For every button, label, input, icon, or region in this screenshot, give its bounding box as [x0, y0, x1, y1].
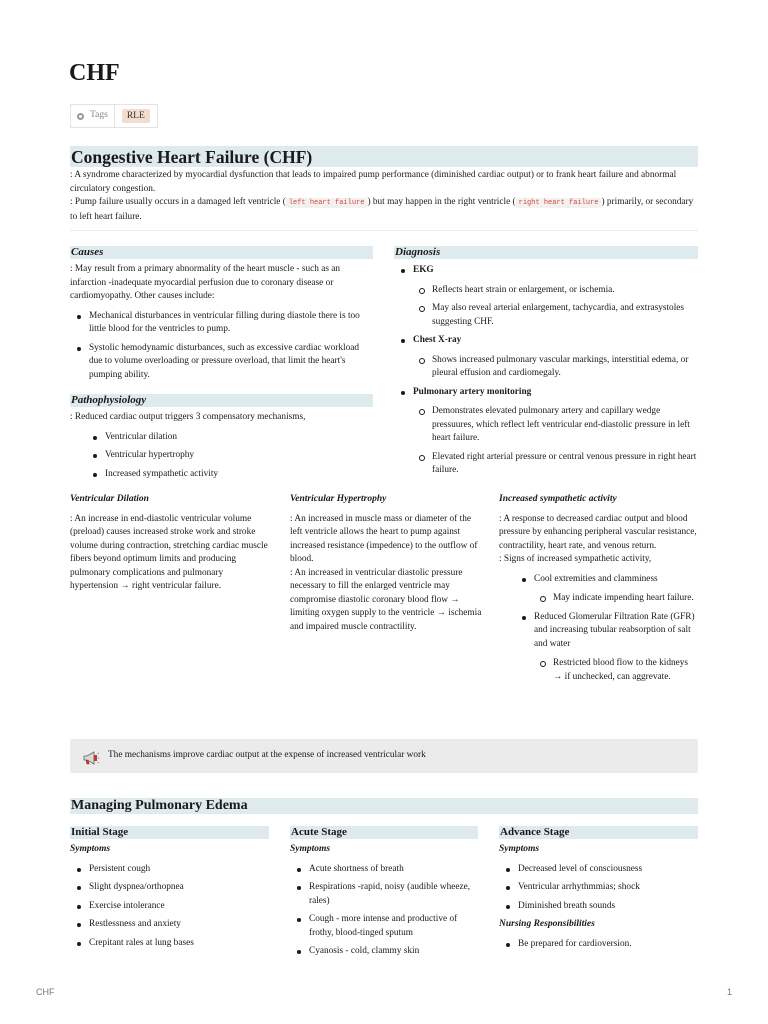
list-item: Ventricular arrhythmmias; shock [499, 881, 698, 895]
advance-symptoms-list [499, 863, 698, 914]
list-item: Be prepared for cardioversion. [499, 938, 698, 952]
list-item: Acute shortness of breath [290, 863, 480, 877]
advance-stage-content [499, 843, 698, 956]
tag-chip-rle[interactable]: RLE [122, 109, 150, 123]
list-item: Diminished breath sounds [499, 900, 698, 914]
list-item: Crepitant rales at lung bases [70, 937, 269, 951]
list-item: Exercise intolerance [70, 900, 269, 914]
sign-item [515, 573, 699, 606]
diagnosis-list [394, 264, 698, 478]
diagnosis-sublist [413, 405, 698, 478]
initial-symptoms-list [70, 863, 269, 951]
causes-list [70, 310, 373, 383]
section-divider [70, 230, 698, 231]
chf-heading-band [70, 146, 698, 167]
list-item: Reflects heart strain or enlargement, or ischemia. [413, 284, 698, 298]
initial-stage-content [70, 843, 269, 955]
sign-sublist [534, 592, 699, 606]
diagnosis-content [394, 264, 698, 483]
list-item: Cyanosis - cold, clammy skin [290, 945, 480, 959]
list-item: Persistent cough [70, 863, 269, 877]
diagnosis-group-ekg [394, 264, 698, 329]
patho-intro: : Reduced cardiac output triggers 3 compensatory mechanisms, [70, 412, 306, 422]
chf-def-2 [70, 196, 698, 224]
chf-definition [70, 169, 698, 224]
list-item: Demonstrates elevated pulmonary artery and capillary wedge pressuures, which reflect left ventricular end-diastolic pressure in left heart failure. [413, 405, 698, 446]
dilation-text: : An increase in end-diastolic ventricular volume (preload) causes increased stroke work and stroke volume during contraction, stretching cardiac muscle fibers beyond optimum limits and producing pulmonary complications and pulmonary hypertension → right ventricular failure. [70, 513, 268, 591]
tags-label: Tags [90, 110, 108, 121]
dilation-column [70, 493, 270, 594]
list-item: May indicate impending heart failure. [534, 592, 699, 606]
list-item: Systolic hemodynamic disturbances, such as excessive cardiac workload due to volume overloading or pressure overload, that limit the heart's pumping ability. [70, 342, 373, 383]
acute-stage-heading: Acute Stage [291, 826, 347, 838]
edema-heading: Managing Pulmonary Edema [71, 798, 248, 813]
footer-title: CHF [36, 987, 55, 997]
acute-stage-band [290, 826, 478, 839]
advance-stage-band [499, 826, 698, 839]
list-item: May also reveal arterial enlargement, tachycardia, and extrasystoles suggesting CHF. [413, 302, 698, 329]
acute-symptoms-label: Symptoms [290, 844, 331, 854]
sign-text: Cool extremities and clamminess [534, 573, 658, 584]
chf-def-2-middle: ) but may happen in the right ventricle ( [367, 197, 516, 207]
tags-label-cell [71, 105, 115, 127]
code-left-heart-failure: left heart failure [286, 198, 368, 208]
list-item: Restricted blood flow to the kidneys → if unchecked, can aggrevate. [534, 657, 699, 684]
list-item: Cough - more intense and productive of frothy, blood-tinged sputum [290, 913, 480, 940]
edema-heading-band [70, 798, 698, 814]
advance-symptoms-label: Symptoms [499, 844, 540, 854]
sign-item [515, 611, 699, 685]
sympathetic-signs-list [515, 573, 699, 685]
sign-text: Reduced Glomerular Filtration Rate (GFR) and increasing tubular reabsorption of salt and water [534, 611, 695, 649]
causes-content [70, 263, 373, 387]
initial-stage-band [70, 826, 269, 839]
megaphone-icon [82, 751, 100, 765]
sympathetic-text-1: : A response to decreased cardiac output and blood pressure by enhancing peripheral vascular resistance, contractility, heart rate, and venous return. [499, 513, 697, 551]
list-item: Respirations -rapid, noisy (audible wheeze, rales) [290, 881, 480, 908]
patho-content [70, 411, 373, 486]
list-item: Ventricular hypertrophy [86, 449, 373, 463]
diagnosis-group-title: EKG [413, 265, 434, 275]
nursing-responsibilities-list [499, 938, 698, 952]
patho-heading-band [70, 394, 373, 407]
diagnosis-group-title: Chest X-ray [413, 335, 462, 345]
diagnosis-sublist [413, 354, 698, 381]
nursing-responsibilities-label: Nursing Responsibilities [499, 919, 595, 929]
page-number: 1 [727, 987, 733, 997]
chf-def-2-after: ) primarily, or secondary to left heart failure. [70, 197, 694, 222]
hypertrophy-text-2: : An increased in ventricular diastolic pressure necessary to fill the enlarged ventricle may compromise diastolic coronary blood flow → limiting oxygen supply to the ventricle → ischemia and impaired muscle contractility. [290, 567, 482, 632]
diagnosis-heading: Diagnosis [395, 246, 441, 258]
sympathetic-text-2: : Signs of increased sympathetic activity, [499, 554, 652, 564]
initial-stage-heading: Initial Stage [71, 826, 129, 838]
chf-heading: Congestive Heart Failure (CHF) [71, 147, 313, 167]
sign-sublist [534, 657, 699, 684]
tags-value-cell[interactable] [115, 105, 157, 127]
initial-symptoms-label: Symptoms [70, 844, 111, 854]
chf-def-1: : A syndrome characterized by myocardial dysfunction that leads to impaired pump performance (diminished cardiac output) or to frank heart failure and abnormal circulatory congestion. [70, 170, 677, 194]
causes-heading-band [70, 246, 373, 259]
diagnosis-group-xray [394, 334, 698, 381]
list-item: Ventricular dilation [86, 431, 373, 445]
page-title: CHF [69, 60, 120, 86]
tag-property-icon [77, 113, 84, 120]
list-item: Elevated right arterial pressure or central venous pressure in right heart failure. [413, 451, 698, 478]
patho-list [86, 431, 373, 482]
list-item: Decreased level of consciousness [499, 863, 698, 877]
acute-symptoms-list [290, 863, 480, 959]
hypertrophy-text-1: : An increased in muscle mass or diameter of the left ventricle allows the heart to pump against increased resistance (impedence) to the outflow of blood. [290, 513, 478, 564]
sympathetic-column [499, 493, 699, 689]
diagnosis-group-title: Pulmonary artery monitoring [413, 386, 532, 397]
hypertrophy-heading: Ventricular Hypertrophy [290, 494, 387, 504]
patho-heading: Pathophysiology [71, 394, 147, 406]
causes-intro: : May result from a primary abnormality of the heart muscle - such as an infarction -inadequate myocardial perfusion due to coronary disease or cardiomyopathy. Other causes include: [70, 264, 341, 301]
diagnosis-sublist [413, 284, 698, 330]
advance-stage-heading: Advance Stage [500, 826, 570, 838]
list-item: Shows increased pulmonary vascular markings, interstitial edema, or pleural effusion and cardiomegaly. [413, 354, 698, 381]
hypertrophy-column [290, 493, 482, 634]
diagnosis-group-pa-monitoring [394, 386, 698, 478]
callout-box [70, 739, 698, 773]
list-item: Mechanical disturbances in ventricular filling during diastole there is too little blood for the ventricles to pump. [70, 310, 373, 337]
diagnosis-heading-band [394, 246, 698, 259]
list-item: Slight dyspnea/orthopnea [70, 881, 269, 895]
chf-def-2-before: : Pump failure usually occurs in a damaged left ventricle ( [70, 197, 286, 207]
causes-heading: Causes [71, 246, 104, 258]
code-right-heart-failure: right heart failure [516, 198, 602, 208]
list-item: Increased sympathetic activity [86, 468, 373, 482]
list-item: Restlessness and anxiety [70, 918, 269, 932]
callout-text: The mechanisms improve cardiac output at the expense of increased ventricular work [108, 750, 426, 761]
tags-property [70, 104, 158, 128]
dilation-heading: Ventricular Dilation [70, 494, 149, 504]
sympathetic-heading: Increased sympathetic activity [499, 494, 617, 504]
acute-stage-content [290, 843, 480, 964]
